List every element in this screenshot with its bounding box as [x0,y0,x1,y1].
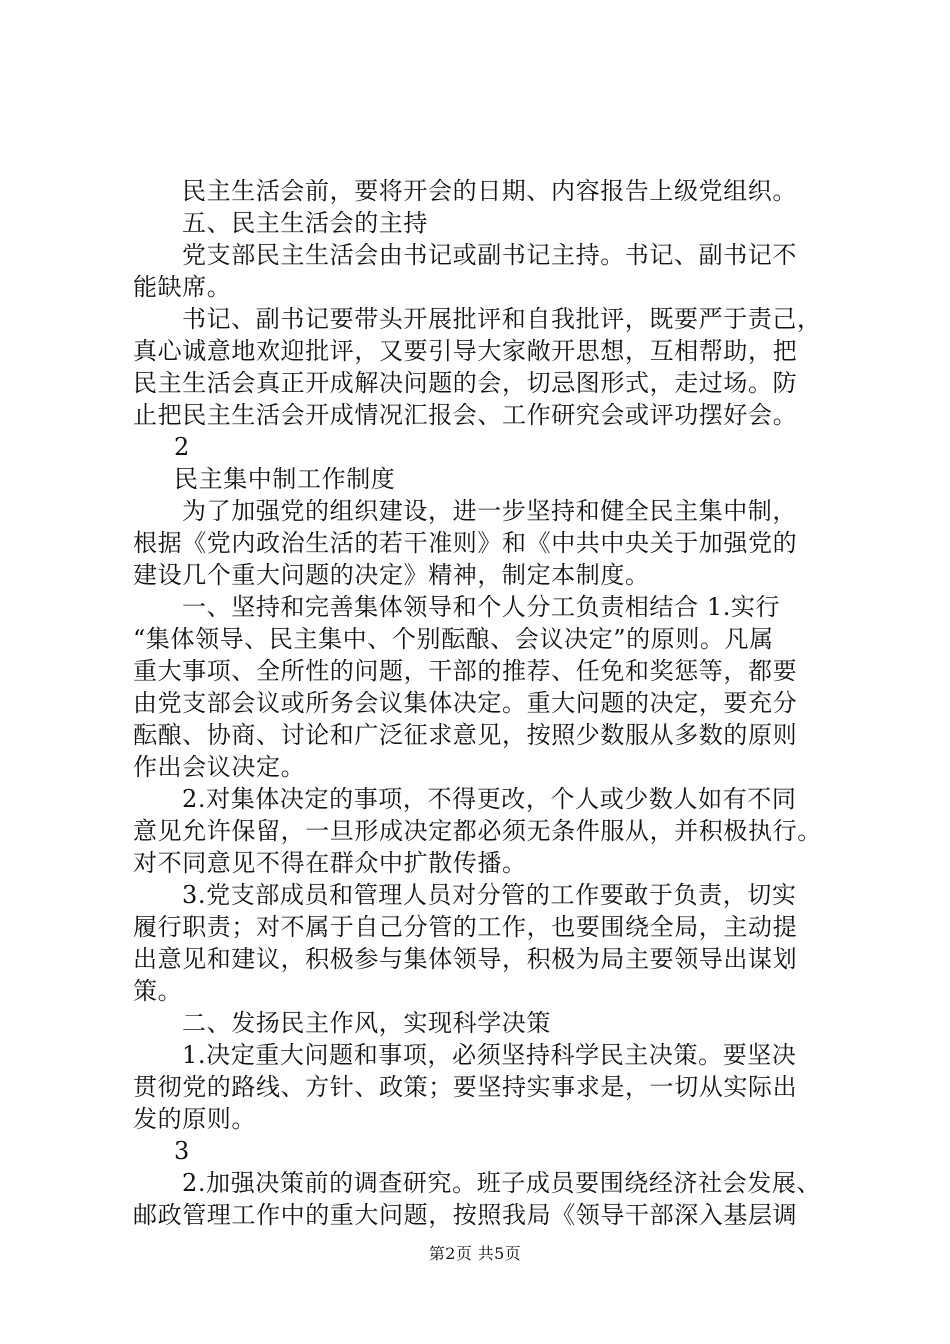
text-line: “集体领导、民主集中、个别酝酿、会议决定”的原则。凡属 [133,625,774,653]
text-line: 策。 [133,977,183,1005]
text-line: 民主生活会前，要将开会的日期、内容报告上级党组织。 [182,177,797,205]
section-heading: 二、发扬民主作风，实现科学决策 [182,1009,551,1037]
text-line: 履行职责；对不属于自己分管的工作，也要围绕全局，主动提 [133,913,798,941]
text-line: 1.决定重大问题和事项，必须坚持科学民主决策。要坚决 [182,1041,797,1069]
text-line: 贯彻党的路线、方针、政策；要坚持实事求是，一切从实际出 [133,1073,798,1101]
text-line: 能缺席。 [133,273,232,301]
section-heading: 五、民主生活会的主持 [182,209,428,237]
text-line: 党支部民主生活会由书记或副书记主持。书记、副书记不 [182,241,797,269]
page-footer: 第2页 共5页 [428,1244,522,1263]
text-line: 建设几个重大问题的决定》精神，制定本制度。 [133,561,650,589]
text-line: 重大事项、全所性的问题，干部的推荐、任免和奖惩等，都要 [133,657,798,685]
text-line: 意见允许保留，一旦形成决定都必须无条件服从，并积极执行。 [133,817,822,845]
document-title: 民主集中制工作制度 [174,465,396,493]
text-line: 出意见和建议，积极参与集体领导，积极为局主要领导出谋划 [133,945,798,973]
text-line: 为了加强党的组织建设，进一步坚持和健全民主集中制， [182,497,797,525]
text-line: 书记、副书记要带头开展批评和自我批评，既要严于责己， [182,305,822,333]
text-line: 2.对集体决定的事项，不得更改，个人或少数人如有不同 [182,785,797,813]
text-line: 民主生活会真正开成解决问题的会，切忌图形式，走过场。防 [133,369,798,397]
text-line: 对不同意见不得在群众中扩散传播。 [133,849,527,877]
text-line: 发的原则。 [133,1105,256,1133]
text-line: 3.党支部成员和管理人员对分管的工作要敢于负责，切实 [182,881,797,909]
text-line: 2.加强决策前的调查研究。班子成员要围绕经济社会发展、 [182,1169,822,1197]
section-number: 2 [174,433,190,461]
text-line: 作出会议决定。 [133,753,306,781]
text-line: 由党支部会议或所务会议集体决定。重大问题的决定，要充分 [133,689,798,717]
text-line: 真心诚意地欢迎批评，又要引导大家敞开思想，互相帮助，把 [133,337,798,365]
text-line: 酝酿、协商、讨论和广泛征求意见，按照少数服从多数的原则 [133,721,798,749]
section-number: 3 [174,1137,190,1165]
text-line: 一、坚持和完善集体领导和个人分工负责相结合 1.实行 [182,593,781,621]
text-line: 止把民主生活会开成情况汇报会、工作研究会或评功摆好会。 [133,401,798,429]
text-line: 根据《党内政治生活的若干准则》和《中共中央关于加强党的 [133,529,798,557]
text-line: 邮政管理工作中的重大问题，按照我局《领导干部深入基层调 [133,1201,798,1229]
